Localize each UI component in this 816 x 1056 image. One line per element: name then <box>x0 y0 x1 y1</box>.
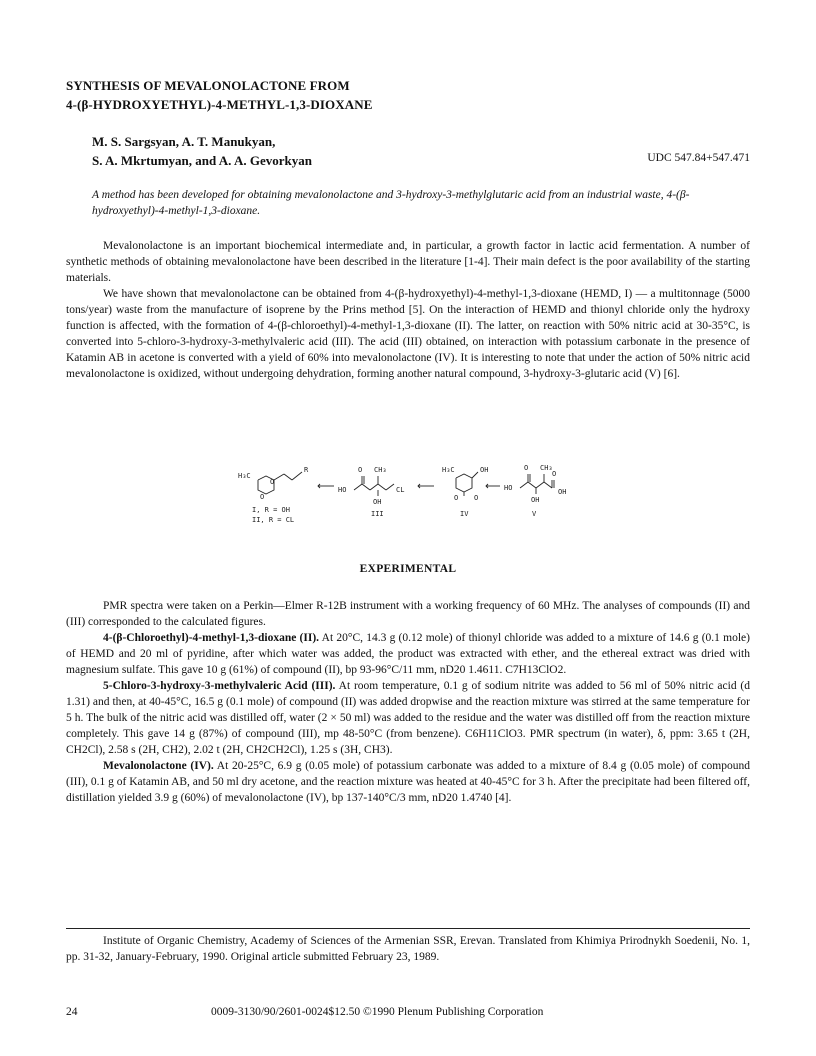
footnote-rule <box>66 928 750 929</box>
experimental-paragraph-1: PMR spectra were taken on a Perkin—Elmer R-12B instrument with a working frequency of 60 MHz. The analyses of compounds (II) and (III) corresponded to the calculated figures. <box>66 600 750 628</box>
footnote <box>66 933 750 965</box>
label-compound-i: I, R = OH <box>252 506 290 514</box>
compound-iv-procedure: At 20-25°C, 6.9 g (0.05 mole) of potassium carbonate was added to a mixture of 8.4 g (0.05 mole) of compound (III), 0.1 g of Katamin AB, and 50 ml dry acetone, and the reaction mixture was heated at 40-45°C for 3 h. After the precipitate had been filtered off, distillation yielded 3.9 g (60%) of mevalonolactone (IV), bp 137-140°C/3 mm, nD20 1.4740 [4]. <box>66 760 750 804</box>
authors-line-1: M. S. Sargsyan, A. T. Manukyan, <box>92 134 276 149</box>
label-compound-iii: III <box>371 510 384 518</box>
label-iii-o: O <box>358 466 363 474</box>
experimental-paragraph-2 <box>66 630 750 678</box>
label-ring1-o-a: O <box>270 478 275 486</box>
experimental-paragraph-4 <box>66 758 750 806</box>
footnote-text: Institute of Organic Chemistry, Academy of Sciences of the Armenian SSR, Erevan. Translated from Khimiya Prirodnykh Soedenii, No. 1, pp. 31-32, January-February, 1990. Original article submitted February 23, 1989. <box>66 935 750 963</box>
label-v-o-a: O <box>524 464 529 472</box>
section-heading-experimental: EXPERIMENTAL <box>359 563 457 575</box>
compound-ii-heading: 4-(β-Chloroethyl)-4-methyl-1,3-dioxane (II). <box>103 632 320 644</box>
experimental-paragraph-3 <box>66 678 750 758</box>
experimental-section <box>66 598 750 806</box>
label-iii-oh: OH <box>373 498 382 506</box>
label-v-oh-b: OH <box>558 488 567 496</box>
label-iii-ho: HO <box>338 486 347 494</box>
label-ring1-o-b: O <box>260 493 265 501</box>
introduction <box>66 238 750 382</box>
label-h3c-1: H₃C <box>238 472 251 480</box>
compound-iii-heading: 5-Chloro-3-hydroxy-3-methylvaleric Acid (III). <box>103 680 336 692</box>
copyright-line: 0009-3130/90/2601-0024$12.50 ©1990 Plenum Publishing Corporation <box>211 1006 544 1018</box>
label-r: R <box>304 466 309 474</box>
label-ring4-o-a: O <box>454 494 459 502</box>
label-compound-iv: IV <box>460 510 469 518</box>
title-line-2: 4-(β-HYDROXYETHYL)-4-METHYL-1,3-DIOXANE <box>66 97 373 112</box>
article-title <box>66 76 373 114</box>
compound-ii-procedure: At 20°C, 14.3 g (0.12 mole) of thionyl chloride was added to a mixture of 14.6 g (0.1 mole) of HEMD and 20 ml of pyridine, after which water was added, the product was extracted with ether, and the ethereal extract was dried with magnesium sulfate. This gave 10 g (61%) of compound (II), bp 93-96°C/11 mm, nD20 1.4611. C7H13ClO2. <box>66 632 750 676</box>
title-line-1: SYNTHESIS OF MEVALONOLACTONE FROM <box>66 78 350 93</box>
page-number: 24 <box>66 1006 78 1018</box>
label-v-ho: HO <box>504 484 513 492</box>
label-v-o-b: O <box>552 470 557 478</box>
intro-paragraph-1: Mevalonolactone is an important biochemical intermediate and, in particular, a growth factor in lactic acid fermentation. A number of synthetic methods of obtaining mevalonolactone have been described in the literature [1-4]. Their main defect is the poor availability of the starting materials. <box>66 240 750 284</box>
label-h3c-4: H₃C <box>442 466 455 474</box>
label-iii-ch3: CH₃ <box>374 466 387 474</box>
reaction-scheme <box>230 434 590 534</box>
label-compound-v: V <box>532 510 537 518</box>
label-iv-oh: OH <box>480 466 489 474</box>
author-list <box>92 132 312 170</box>
label-ring4-o-b: O <box>474 494 479 502</box>
authors-line-2: S. A. Mkrtumyan, and A. A. Gevorkyan <box>92 153 312 168</box>
label-iii-cl: CL <box>396 486 405 494</box>
label-v-oh-a: OH <box>531 496 540 504</box>
label-v-ch3: CH₃ <box>540 464 553 472</box>
compound-iv-heading: Mevalonolactone (IV). <box>103 760 214 772</box>
label-compound-ii: II, R = CL <box>252 516 295 524</box>
udc-code: UDC 547.84+547.471 <box>647 152 750 164</box>
intro-paragraph-2: We have shown that mevalonolactone can be obtained from 4-(β-hydroxyethyl)-4-methyl-1,3-dioxane (HEMD, I) — a multitonnage (5000 tons/year) waste from the manufacture of isoprene by the Prins method [5]. On the interaction of HEMD and thionyl chloride only the hydroxy function is affected, with the formation of 4-(β-chloroethyl)-4-methyl-1,3-dioxane (II). The latter, on reaction with 50% nitric acid at 30-35°C, is converted into 5-chloro-3-hydroxy-3-methylvaleric acid (III). The acid (III) obtained, on interaction with potassium carbonate in the presence of Katamin AB in acetone is converted with a yield of 60% into mevalonolactone (IV). It is interesting to note that under the action of 50% nitric acid mevalonolactone is oxidized, without undergoing dehydration, forming another natural compound, 3-hydroxy-3-glutaric acid (V) [6]. <box>66 288 750 380</box>
abstract: A method has been developed for obtaining mevalonolactone and 3-hydroxy-3-methylglutaric acid from an industrial waste, 4-(β-hydroxyethyl)-4-methyl-1,3-dioxane. <box>92 189 690 217</box>
compound-iii-procedure: At room temperature, 0.1 g of sodium nitrite was added to 56 ml of 50% nitric acid (d 1.31) and then, at 40-45°C, 16.5 g (0.1 mole) of compound (II) was added dropwise and the reaction mixture was stirred at the same temperature for 5 h. The bulk of the nitric acid was distilled off, water (2 × 50 ml) was added to the residue and the water was distilled off from the reaction mixture completely. This gave 14 g (87%) of compound (III), mp 48-50°C (from benzene). C6H11ClO3. PMR spectrum (in water), δ, ppm: 3.65 t (2H, CH2Cl), 2.58 s (2H, CH2), 2.02 t (2H, CH2CH2Cl), 1.25 s (3H, CH3). <box>66 680 750 756</box>
